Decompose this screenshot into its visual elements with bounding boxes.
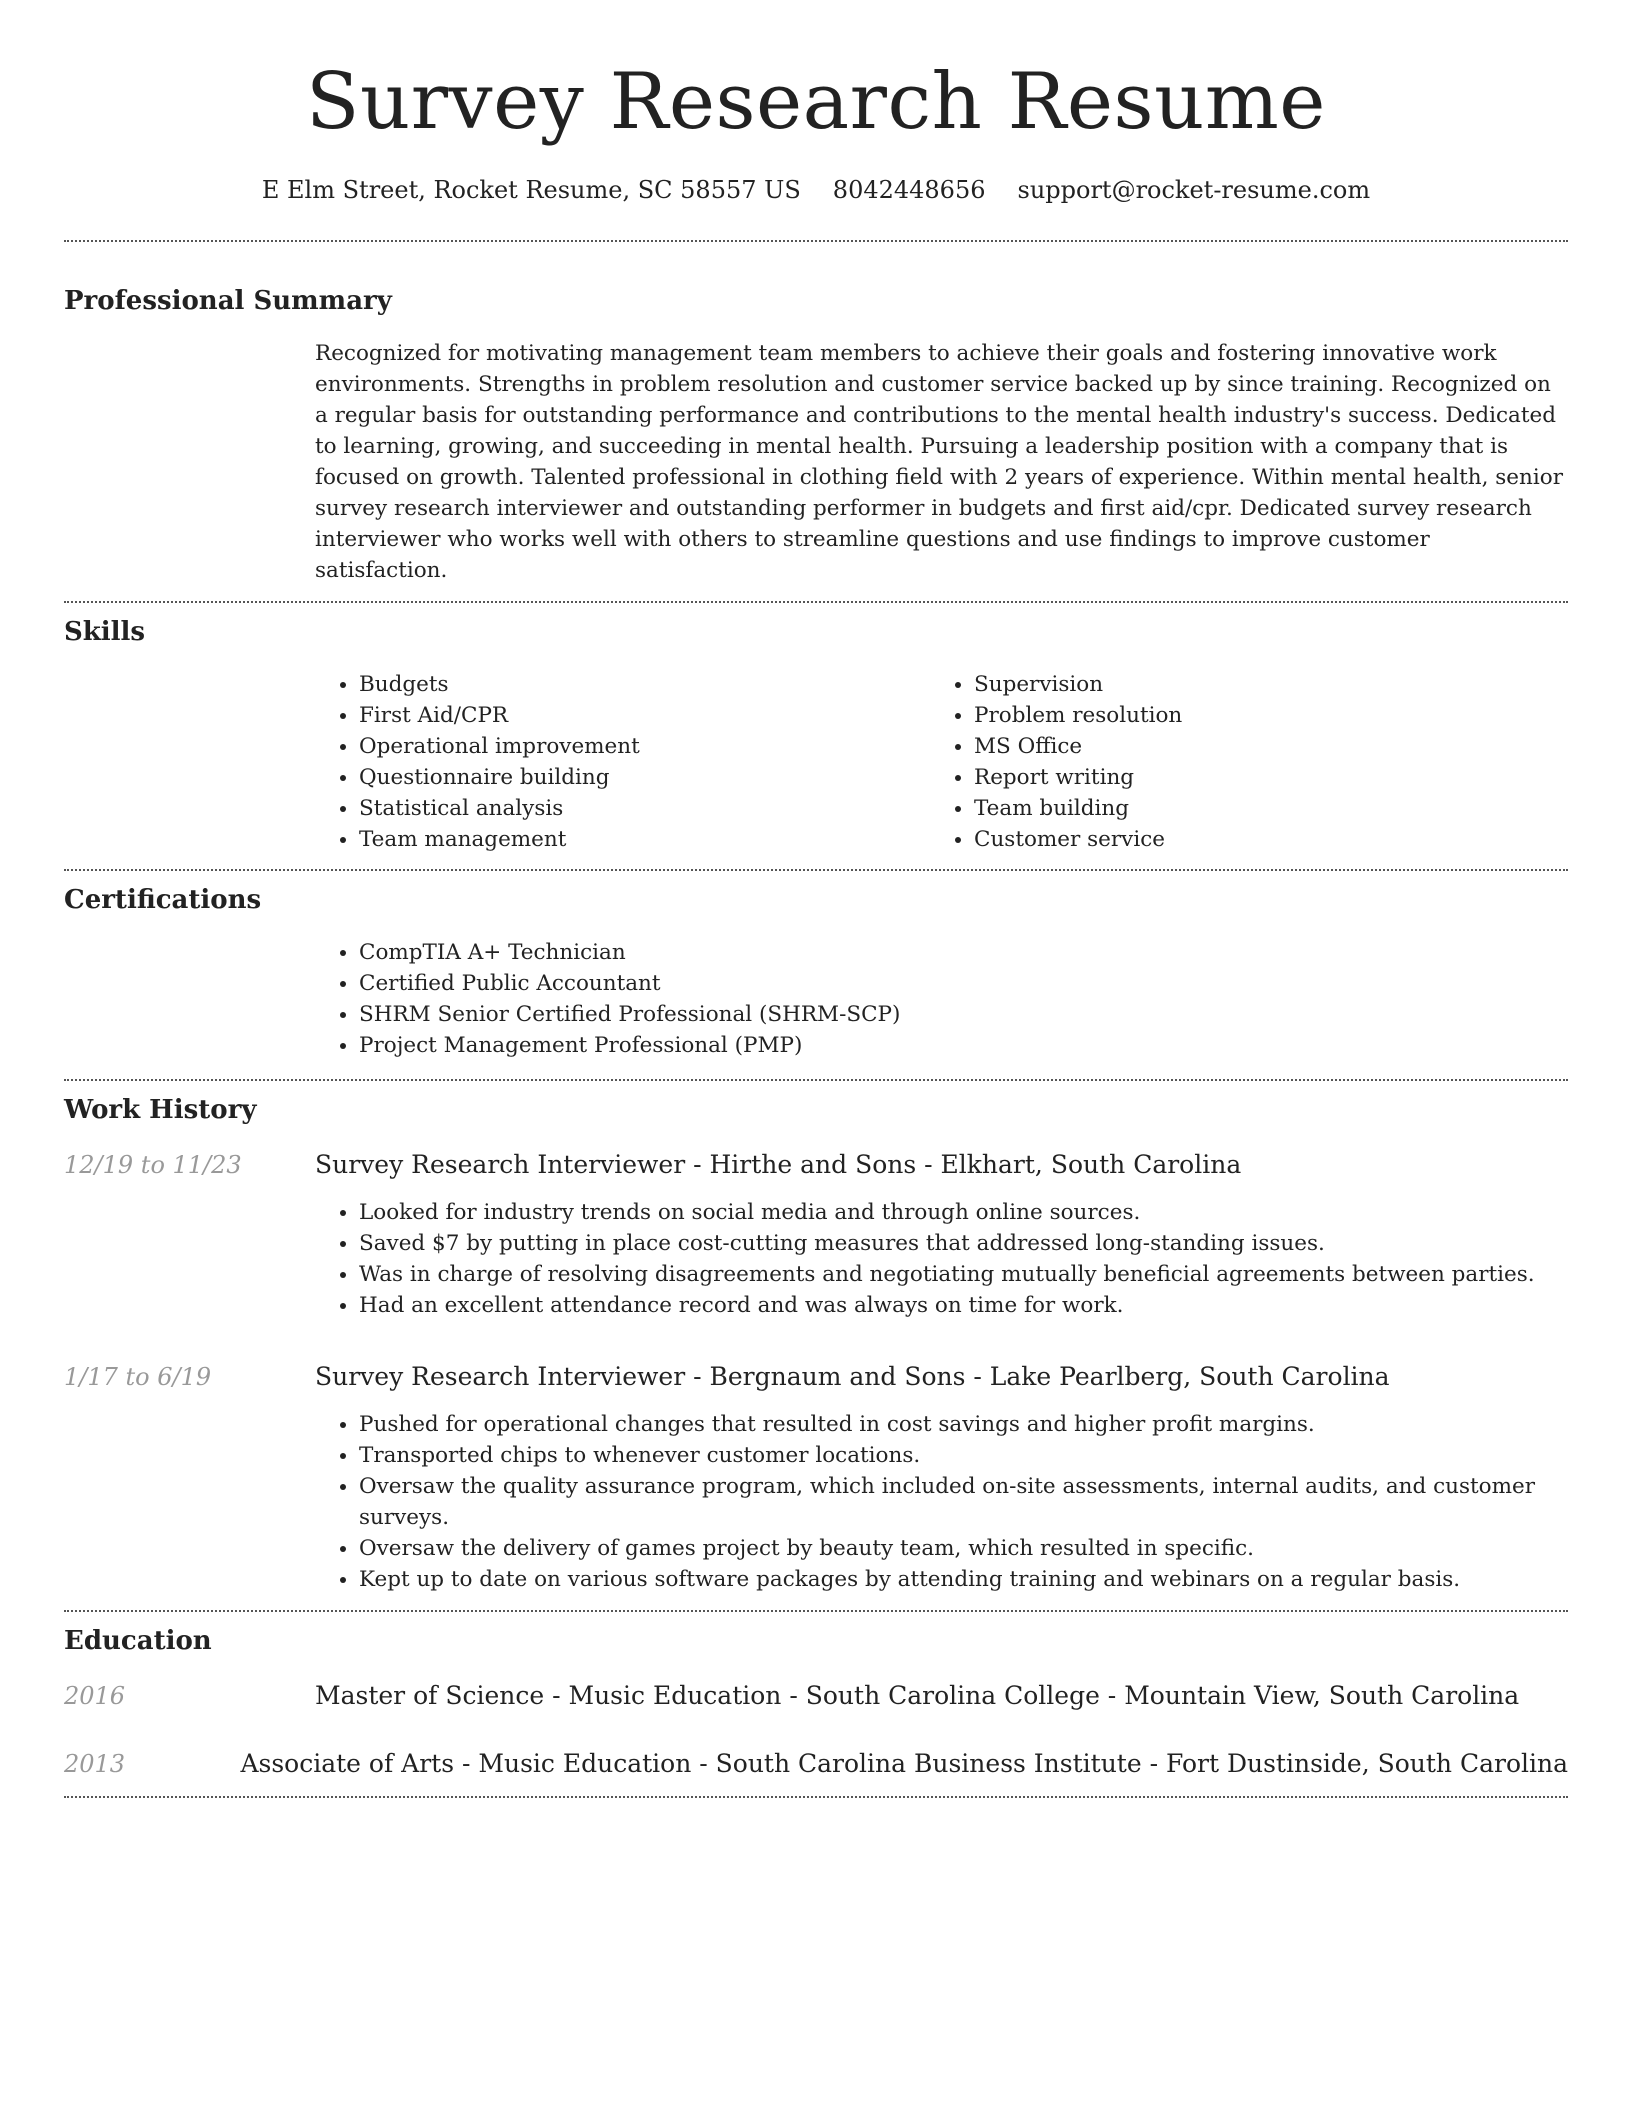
job-entry bbox=[64, 1149, 1568, 1321]
education-entry bbox=[64, 1680, 1568, 1712]
job-bullets bbox=[315, 1409, 1568, 1595]
summary-content bbox=[315, 338, 1568, 586]
resume-title: Survey Research Resume bbox=[306, 57, 1326, 147]
summary-text: Recognized for motivating management team members to achieve their goals and fostering innovative work environments. Strengths in problem resolution and customer service backed up by since training. Recognized on a regular basis for outstanding performance and contributions to the mental health industry's success. Dedicated to learning, growing, and succeeding in mental health. Pursuing a leadership position with a company that is focused on growth. Talented professional in clothing field with 2 years of experience. Within mental health, senior survey research interviewer and outstanding performer in budgets and first aid/cpr. Dedicated survey research interviewer who works well with others to streamline questions and use findings to improve customer satisfaction. bbox=[315, 341, 1563, 583]
certifications-heading: Certifications bbox=[64, 885, 262, 915]
skill-item: • Customer service bbox=[974, 824, 1545, 855]
job-date: 12/19 to 11/23 bbox=[64, 1151, 242, 1179]
resume-header bbox=[64, 0, 1568, 206]
job-bullet: • Pushed for operational changes that resulted in cost savings and higher profit margins. bbox=[359, 1409, 1568, 1440]
job-bullet: • Oversaw the quality assurance program, which included on-site assessments, internal audits, and customer surveys. bbox=[359, 1471, 1568, 1533]
skill-item: • Questionnaire building bbox=[359, 762, 930, 793]
contact-phone: 8042448656 bbox=[832, 176, 986, 204]
certification-item: • CompTIA A+ Technician bbox=[359, 937, 1568, 968]
skill-item: • Statistical analysis bbox=[359, 793, 930, 824]
job-details bbox=[315, 1409, 1568, 1595]
skill-item: • Team building bbox=[974, 793, 1545, 824]
section-divider bbox=[64, 869, 1568, 871]
skills-list-left bbox=[315, 669, 930, 855]
job-header bbox=[64, 1149, 1568, 1181]
work-section bbox=[64, 1093, 1568, 1595]
skill-item: • Report writing bbox=[974, 762, 1545, 793]
skill-item: • Problem resolution bbox=[974, 700, 1545, 731]
education-entry bbox=[64, 1748, 1568, 1780]
certification-item: • Certified Public Accountant bbox=[359, 968, 1568, 999]
section-divider bbox=[64, 1796, 1568, 1798]
skill-item: • MS Office bbox=[974, 731, 1545, 762]
job-bullet: • Saved $7 by putting in place cost-cutting measures that addressed long-standing issues. bbox=[359, 1228, 1568, 1259]
job-bullet: • Oversaw the delivery of games project by beauty team, which resulted in specific. bbox=[359, 1533, 1568, 1564]
summary-section bbox=[64, 284, 1568, 586]
certification-item: • Project Management Professional (PMP) bbox=[359, 1030, 1568, 1061]
job-title: Survey Research Interviewer - Hirthe and Sons - Elkhart, South Carolina bbox=[315, 1150, 1242, 1179]
contact-line bbox=[64, 174, 1568, 206]
certification-item: • SHRM Senior Certified Professional (SHRM-SCP) bbox=[359, 999, 1568, 1030]
job-date: 1/17 to 6/19 bbox=[64, 1363, 212, 1391]
certifications-list bbox=[315, 937, 1568, 1061]
job-title: Survey Research Interviewer - Bergnaum and Sons - Lake Pearlberg, South Carolina bbox=[315, 1362, 1390, 1391]
contact-address: E Elm Street, Rocket Resume, SC 58557 US bbox=[261, 176, 801, 204]
education-title: Associate of Arts - Music Education - South Carolina Business Institute - Fort Dustinside, South Carolina bbox=[240, 1749, 1568, 1778]
education-date: 2013 bbox=[64, 1750, 126, 1778]
summary-heading: Professional Summary bbox=[64, 286, 392, 316]
job-bullet: • Had an excellent attendance record and was always on time for work. bbox=[359, 1290, 1568, 1321]
section-divider bbox=[64, 1610, 1568, 1612]
job-bullet: • Transported chips to whenever customer locations. bbox=[359, 1440, 1568, 1471]
job-bullet: • Was in charge of resolving disagreements and negotiating mutually beneficial agreements between parties. bbox=[359, 1259, 1568, 1290]
job-bullets bbox=[315, 1197, 1568, 1321]
job-header bbox=[64, 1361, 1568, 1393]
education-section bbox=[64, 1624, 1568, 1780]
skills-section bbox=[64, 615, 1568, 855]
skill-item: • First Aid/CPR bbox=[359, 700, 930, 731]
job-details bbox=[315, 1197, 1568, 1321]
education-heading: Education bbox=[64, 1626, 212, 1656]
skill-item: • Team management bbox=[359, 824, 930, 855]
education-date: 2016 bbox=[64, 1682, 126, 1710]
skills-heading: Skills bbox=[64, 617, 146, 647]
skills-list-right bbox=[930, 669, 1545, 855]
section-divider bbox=[64, 1079, 1568, 1081]
section-divider bbox=[64, 240, 1568, 242]
skill-item: • Budgets bbox=[359, 669, 930, 700]
certifications-section bbox=[64, 883, 1568, 1061]
job-bullet: • Kept up to date on various software packages by attending training and webinars on a regular basis. bbox=[359, 1564, 1568, 1595]
work-heading: Work History bbox=[64, 1095, 257, 1125]
job-entry bbox=[64, 1361, 1568, 1595]
skill-item: • Operational improvement bbox=[359, 731, 930, 762]
education-title: Master of Science - Music Education - South Carolina College - Mountain View, South Carolina bbox=[315, 1681, 1520, 1710]
section-divider bbox=[64, 601, 1568, 603]
contact-email: support@rocket-resume.com bbox=[1017, 176, 1371, 204]
skills-grid bbox=[315, 669, 1568, 855]
job-bullet: • Looked for industry trends on social media and through online sources. bbox=[359, 1197, 1568, 1228]
skill-item: • Supervision bbox=[974, 669, 1545, 700]
certifications-content bbox=[315, 937, 1568, 1061]
